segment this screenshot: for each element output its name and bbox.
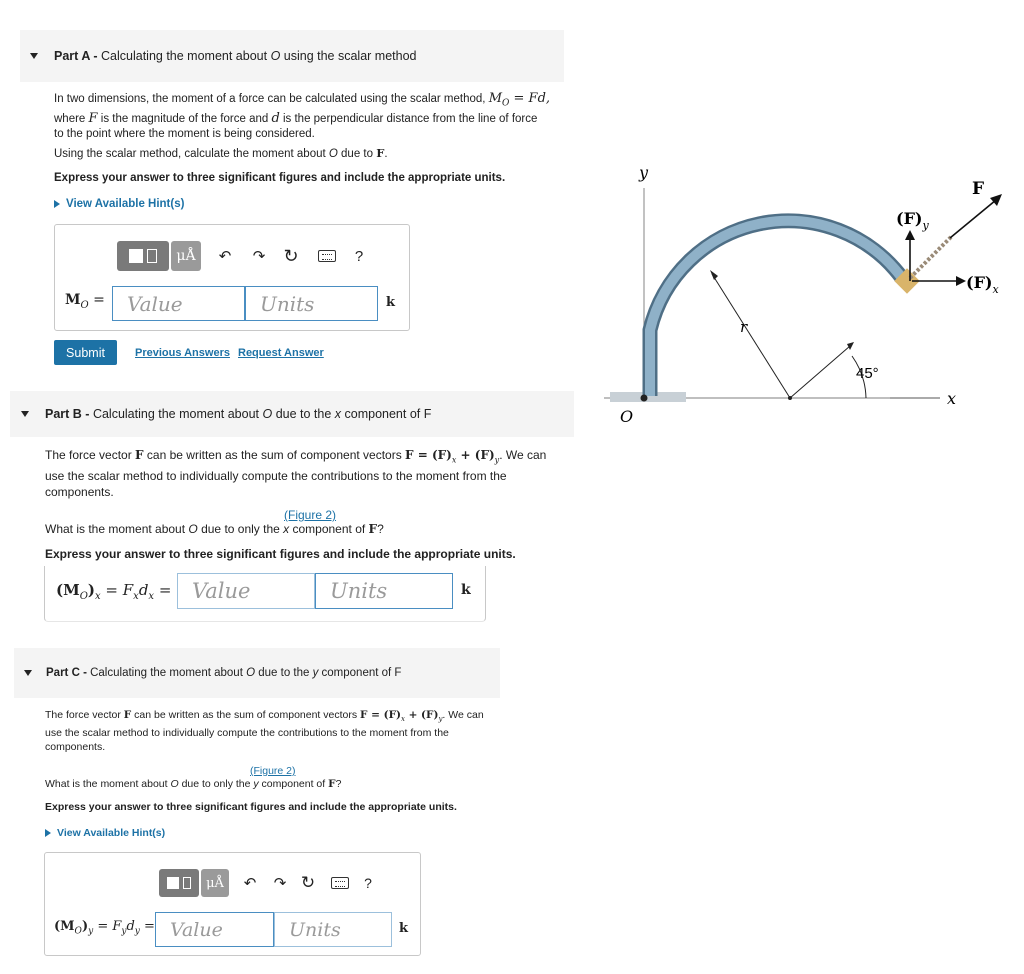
redo-icon[interactable]: ↷ (273, 875, 287, 892)
part-a-intro (54, 91, 584, 142)
part-a-header[interactable] (20, 30, 564, 82)
collapse-triangle-icon[interactable] (30, 53, 38, 59)
part-b-q-O: O (188, 522, 198, 536)
part-c-eq-close: ) (81, 919, 89, 934)
part-a-instr-end: . (384, 148, 388, 160)
part-b-q-F: F (368, 522, 378, 536)
part-b-title-mid: due to the (272, 407, 335, 421)
expand-triangle-icon (45, 829, 51, 837)
part-c-intro (45, 708, 525, 754)
part-a-intro-2b: is the magnitude of the force and (97, 113, 272, 126)
part-b-eq-rhs-dx: x (148, 591, 155, 602)
units-button[interactable]: μÅ (171, 241, 201, 271)
part-c-title-post: component of F (318, 667, 402, 679)
collapse-triangle-icon[interactable] (24, 670, 32, 676)
part-b-answer-box (44, 566, 486, 622)
part-b-eq-rhs-end: = (154, 581, 172, 599)
part-c-answer-box (44, 852, 421, 956)
part-b-intro-line2: use the scalar method to individually compute the contributions to the moment from the (45, 469, 507, 484)
part-b-q-pre: What is the moment about (45, 522, 189, 536)
part-b-intro-eq-y: y (494, 455, 500, 465)
undo-icon[interactable]: ↶ (243, 875, 257, 892)
part-a-intro-F: F (88, 111, 98, 127)
part-c-intro-line3: components. (45, 741, 106, 754)
part-b-title-var: O (262, 407, 273, 421)
part-c-toolbar (159, 869, 375, 897)
part-b-express: Express your answer to three significant figures and include the appropriate units. (45, 547, 516, 561)
figure-diagram (600, 160, 1024, 430)
fx-arrowhead-icon (956, 276, 966, 286)
part-a-title-var: O (270, 49, 281, 63)
part-b-intro-1a: The force vector (45, 448, 136, 462)
x-axis-label: x (947, 389, 957, 408)
part-a-label: Part A - (54, 49, 98, 63)
part-b-q-mid2: component of (289, 522, 369, 536)
part-c-intro-1c: . We can (442, 709, 484, 721)
part-c-eq-M: (M (54, 919, 75, 934)
units-button[interactable]: μÅ (201, 869, 229, 897)
part-c-q-pre: What is the moment about (45, 778, 171, 790)
part-b-eq-rhs: = F (100, 581, 134, 599)
part-c-title-mid: due to the (255, 667, 313, 679)
y-axis-label: y (639, 163, 649, 182)
part-a-title-post: using the scalar method (280, 49, 417, 63)
part-c-intro-F: F (123, 709, 132, 721)
fy-label (896, 209, 930, 232)
part-a-eq-M: M (65, 292, 81, 308)
part-b-q-end: ? (377, 522, 384, 536)
help-icon[interactable]: ? (354, 247, 364, 265)
part-a-intro-eq-sub: O (502, 98, 510, 109)
part-a-instr-pre: Using the scalar method, calculate the moment about (54, 148, 329, 160)
part-a-units-input[interactable]: Units (245, 286, 378, 321)
part-c-q-O: O (170, 778, 179, 790)
part-c-header[interactable] (14, 648, 500, 698)
part-a-instr-mid: due to (337, 148, 377, 160)
part-b-intro-line3: components. (45, 485, 114, 500)
part-b-intro-eq: F = (F) (405, 448, 452, 462)
template-icon (167, 877, 179, 889)
part-b-title-x: x (334, 407, 342, 421)
part-a-unit-vector: k (386, 295, 396, 310)
part-b-intro-1c: . We can (499, 448, 547, 462)
part-c-question (45, 777, 525, 792)
part-a-title (54, 49, 417, 63)
part-c-eq-sub: O (74, 926, 82, 937)
part-b-q-x: x (283, 522, 290, 536)
part-b-units-input[interactable]: Units (315, 573, 453, 609)
part-b-intro-1b: can be written as the sum of component vectors (143, 448, 406, 462)
part-c-intro-eq-y: y (438, 715, 443, 724)
templates-button[interactable] (159, 869, 199, 897)
part-b-eq-rhs-x: x (133, 591, 139, 602)
keyboard-icon[interactable] (329, 877, 351, 889)
force-rope (910, 236, 952, 278)
part-b-label: Part B - (45, 407, 90, 421)
force-label: F (972, 179, 985, 199)
part-c-intro-1b: can be written as the sum of component vectors (131, 709, 361, 721)
part-b-q-mid: due to only the (197, 522, 284, 536)
part-c-eq-label (54, 919, 155, 937)
part-a-eq-label (65, 292, 105, 311)
part-c-label: Part C - (46, 667, 87, 679)
request-answer-link[interactable]: Request Answer (238, 347, 324, 359)
part-b-title (45, 407, 431, 421)
templates-button[interactable] (117, 241, 169, 271)
part-b-value-input[interactable]: Value (177, 573, 315, 609)
fx-label-sub: x (992, 283, 999, 296)
part-b-intro-F: F (135, 448, 144, 462)
fx-label (966, 273, 1000, 296)
force-vector-line (950, 200, 996, 238)
part-b-eq-rhs-d: d (138, 581, 149, 599)
fy-arrowhead-icon (905, 230, 915, 240)
part-a-eq-tail: = (88, 292, 105, 308)
part-c-express: Express your answer to three significant figures and include the appropriate units. (45, 801, 457, 813)
part-b-title-pre: Calculating the moment about (92, 407, 263, 421)
reset-icon[interactable]: ↻ (283, 245, 299, 266)
part-c-title-pre: Calculating the moment about (90, 667, 247, 679)
expand-triangle-icon (54, 200, 60, 208)
part-a-hint-label: View Available Hint(s) (66, 198, 185, 210)
part-b-intro-eq-mid: + (F) (456, 448, 495, 462)
template-icon (129, 249, 143, 263)
keyboard-icon[interactable] (315, 250, 339, 262)
part-c-value-input[interactable]: Value (155, 912, 274, 947)
redo-icon[interactable]: ↷ (252, 248, 266, 265)
radius-arrow-1 (710, 270, 718, 280)
part-a-instruction (54, 146, 584, 162)
part-c-title-y: y (312, 667, 319, 679)
part-a-intro-line1: In two dimensions, the moment of a force can be calculated using the scalar method, (54, 93, 489, 105)
part-c-eq-rhs-y: y (121, 926, 127, 937)
undo-icon[interactable]: ↶ (218, 248, 232, 265)
template-icon-2 (183, 877, 191, 889)
part-a-intro-d: d (271, 111, 280, 127)
fy-label-sub: y (922, 219, 929, 232)
part-c-intro-eq: F = (F) (360, 709, 401, 721)
radius-label: r (740, 318, 748, 336)
part-c-title (46, 667, 401, 679)
origin-label: O (620, 407, 634, 426)
part-c-eq-y: y (88, 926, 94, 937)
pin-point (641, 395, 648, 402)
part-c-figure-link[interactable]: (Figure 2) (250, 765, 296, 777)
radius-line-1 (712, 274, 790, 398)
part-a-intro-eq: M (488, 91, 502, 106)
part-c-intro-1a: The force vector (45, 709, 124, 721)
part-a-intro-2c: is the perpendicular distance from the line of force (279, 113, 538, 126)
radius-line-2 (790, 346, 850, 398)
part-a-express: Express your answer to three significant figures and include the appropriate units. (54, 172, 506, 184)
part-a-instr-F: F (376, 146, 385, 160)
part-c-eq-rhs-end: = (139, 919, 155, 934)
part-b-question (45, 522, 585, 537)
part-c-intro-eq-mid: + (F) (404, 709, 439, 721)
part-c-eq-rhs: = F (93, 919, 122, 934)
part-a-hint-link[interactable] (54, 198, 184, 210)
part-b-figure-link[interactable]: (Figure 2) (284, 508, 337, 522)
part-c-title-var: O (246, 667, 256, 679)
angle-label: 45° (856, 365, 879, 382)
part-c-intro-eq-x: x (401, 715, 405, 724)
part-a-title-pre: Calculating the moment about (101, 49, 271, 63)
part-a-intro-2a: where (54, 113, 89, 126)
part-c-q-end: ? (335, 778, 342, 790)
part-a-intro-line3: to the point where the moment is being considered. (54, 128, 315, 141)
help-icon[interactable]: ? (364, 875, 372, 891)
part-b-eq-sub: O (79, 591, 88, 602)
part-b-eq-M: (M (56, 581, 80, 599)
part-a-answer-box (54, 224, 410, 331)
part-b-eq-label (56, 581, 171, 602)
part-b-eq-x: x (95, 591, 101, 602)
template-icon-2 (147, 249, 157, 263)
arc-center (788, 396, 792, 400)
part-b-intro-eq-x: x (451, 455, 457, 465)
part-b-eq-close: ) (87, 581, 96, 599)
part-c-q-y: y (253, 778, 259, 790)
submit-button[interactable]: Submit (54, 340, 117, 365)
part-a-value-input[interactable]: Value (112, 286, 245, 321)
part-a-instr-O: O (328, 148, 338, 160)
collapse-triangle-icon[interactable] (21, 411, 29, 417)
part-c-q-F: F (328, 778, 336, 790)
previous-answers-link[interactable]: Previous Answers (135, 347, 230, 359)
fx-label-main: (F) (966, 273, 993, 292)
part-c-hint-link[interactable] (45, 827, 165, 839)
part-b-unit-vector: k (461, 582, 471, 598)
part-c-unit-vector: k (399, 921, 409, 936)
part-c-eq-rhs-dy: y (134, 926, 140, 937)
part-c-hint-label: View Available Hint(s) (57, 827, 166, 839)
part-c-units-input[interactable]: Units (274, 912, 392, 947)
part-c-q-mid: due to only the (178, 778, 254, 790)
part-c-eq-rhs-d: d (126, 919, 135, 934)
part-a-eq-sub: O (80, 299, 89, 311)
reset-icon[interactable]: ↻ (300, 873, 316, 892)
part-b-header[interactable] (10, 391, 574, 437)
part-a-toolbar (117, 241, 367, 271)
radius-arrow-2 (847, 342, 854, 350)
part-b-title-post: component of F (341, 407, 432, 421)
part-c-intro-line2: use the scalar method to individually compute the contributions to the moment from the (45, 727, 449, 740)
part-a-intro-eq-rhs: = Fd, (509, 91, 551, 106)
fy-label-main: (F) (896, 209, 923, 228)
part-c-q-mid2: component of (258, 778, 329, 790)
part-b-intro (45, 447, 585, 500)
